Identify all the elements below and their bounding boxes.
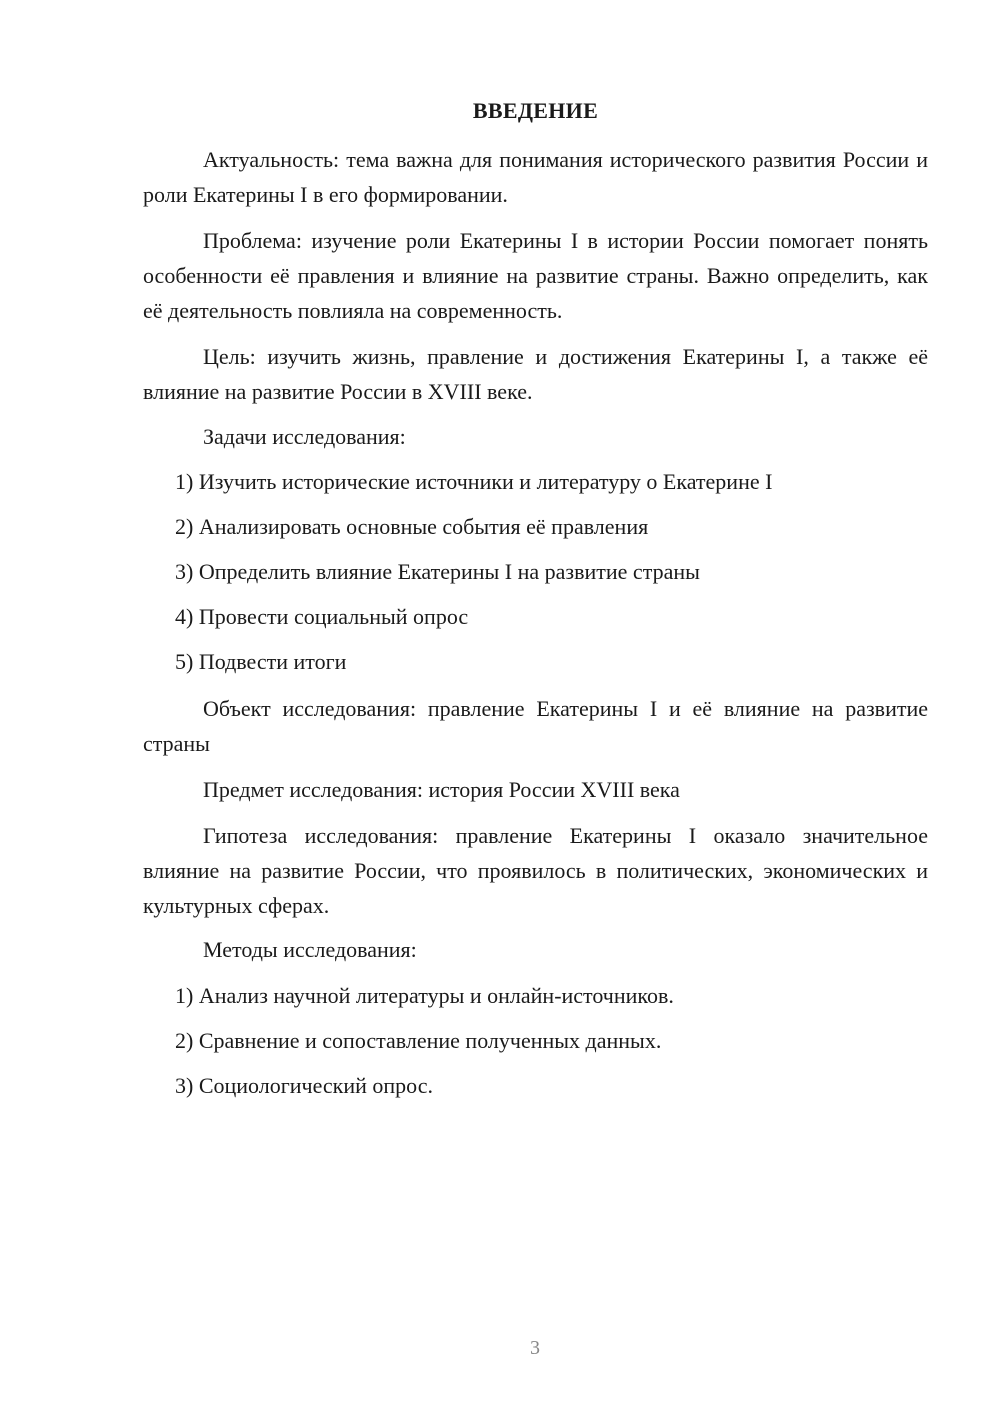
method-item-1: 1) Анализ научной литературы и онлайн-источников. bbox=[175, 983, 674, 1008]
method-item-3: 3) Социологический опрос. bbox=[175, 1073, 433, 1098]
methods-heading: Методы исследования: bbox=[203, 937, 417, 962]
relevance-paragraph: Актуальность: тема важна для понимания исторического развития России и роли Екатерины I в его формировании. bbox=[143, 147, 928, 207]
method-item-2: 2) Сравнение и сопоставление полученных данных. bbox=[175, 1028, 662, 1053]
subject-line: Предмет исследования: история России XVIII века bbox=[203, 777, 680, 802]
page-title: ВВЕДЕНИЕ bbox=[472, 98, 599, 123]
task-item-5: 5) Подвести итоги bbox=[175, 649, 347, 674]
page-number: 3 bbox=[530, 1337, 540, 1359]
task-item-2: 2) Анализировать основные события её правления bbox=[175, 514, 649, 539]
task-item-4: 4) Провести социальный опрос bbox=[175, 604, 469, 629]
task-item-3: 3) Определить влияние Екатерины I на развитие страны bbox=[175, 559, 700, 584]
object-paragraph: Объект исследования: правление Екатерины I и её влияние на развитие страны bbox=[143, 696, 928, 756]
hypothesis-paragraph: Гипотеза исследования: правление Екатерины I оказало значительное влияние на развитие России, что проявилось в политических, экономических и культурных сферах. bbox=[143, 823, 928, 918]
tasks-heading: Задачи исследования: bbox=[203, 424, 406, 449]
goal-paragraph: Цель: изучить жизнь, правление и достижения Екатерины I, а также её влияние на развитие России в XVIII веке. bbox=[143, 344, 928, 404]
problem-paragraph: Проблема: изучение роли Екатерины I в истории России помогает понять особенности её правления и влияние на развитие страны. Важно определить, как её деятельность повлияла на современность. bbox=[143, 228, 928, 323]
task-item-1: 1) Изучить исторические источники и литературу о Екатерине I bbox=[175, 469, 773, 494]
